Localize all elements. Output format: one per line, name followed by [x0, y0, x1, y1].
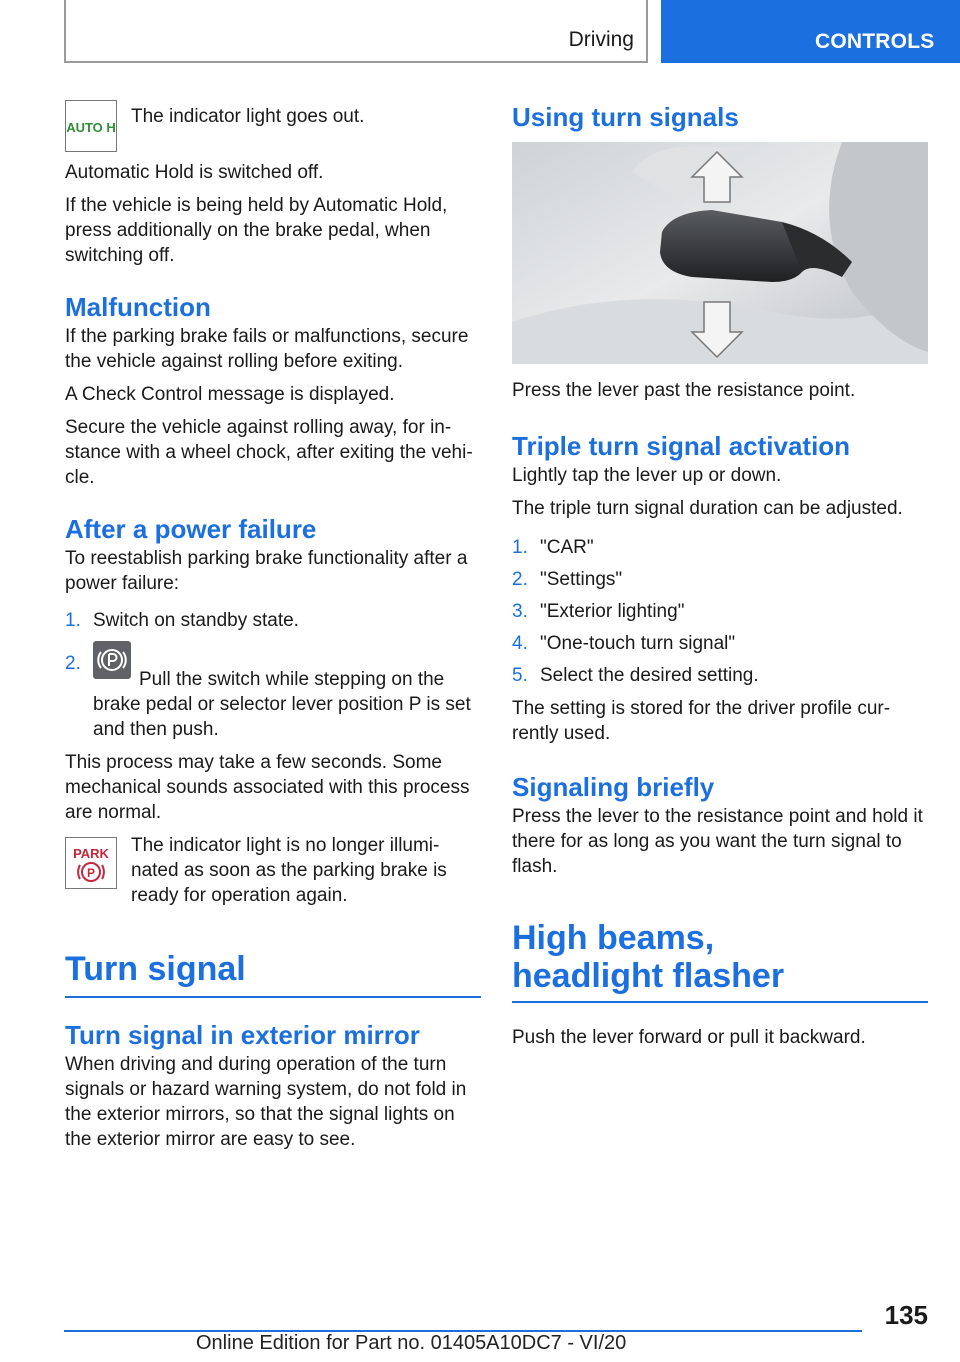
auto-hold-indicator-row — [65, 100, 481, 152]
list-item-number: 4. — [512, 633, 528, 654]
heading-power-failure: After a power failure — [65, 514, 317, 544]
heading-high-beams-line2: headlight flasher — [512, 957, 785, 995]
paragraph-stored: The setting is stored for the driver profile cur-rently used. — [512, 698, 891, 744]
list-item — [65, 608, 481, 633]
list-item-text: "Settings" — [540, 569, 623, 590]
paragraph-malfunction-1: If the parking brake fails or malfunctions, secure the vehicle against rolling before exiting. — [65, 326, 469, 372]
paragraph-malfunction-2: A Check Control message is displayed. — [65, 384, 395, 405]
auto-hold-icon — [65, 100, 117, 152]
parking-brake-switch-icon — [93, 641, 131, 679]
list-item-number: 2. — [65, 653, 81, 674]
list-item-text: "One-touch turn signal" — [540, 633, 736, 654]
heading-signaling-briefly: Signaling briefly — [512, 772, 715, 802]
heading-using-turn-signals: Using turn signals — [512, 102, 739, 132]
list-item-text: "CAR" — [540, 537, 594, 558]
indicator-out-text: The indicator light goes out. — [131, 106, 365, 127]
list-item-text: Select the desired setting. — [540, 665, 759, 686]
paragraph-park-indicator: The indicator light is no longer illumi-nated as soon as the parking brake is ready for operation again. — [131, 835, 447, 906]
park-indicator-row — [65, 837, 481, 908]
paragraph-power-failure: To reestablish parking brake functionality after a power failure: — [65, 548, 468, 594]
list-item — [512, 567, 928, 592]
header-chapter-tab[interactable]: CONTROLS — [661, 0, 960, 63]
paragraph-mirror: When driving and during operation of the turn signals or hazard warning system, do not fold in the exterior mirrors, so that the signal lights on the exterior mirror are easy to see. — [65, 1054, 467, 1150]
section-high-beams-heading — [512, 919, 928, 1003]
right-column — [512, 100, 928, 1058]
triple-turn-steps — [512, 535, 928, 688]
heading-malfunction: Malfunction — [65, 292, 211, 322]
turn-signal-lever-illustration — [512, 142, 928, 364]
heading-turn-signal: Turn signal — [65, 950, 246, 988]
list-item-number: 2. — [512, 569, 528, 590]
step-2-text: Pull the switch while stepping on the brake pedal or selector lever position P is set and then push. — [93, 669, 471, 740]
paragraph-switched-off: Automatic Hold is switched off. — [65, 162, 324, 183]
list-item — [512, 599, 928, 624]
paragraph-tap: Lightly tap the lever up or down. — [512, 465, 782, 486]
paragraph-brief: Press the lever to the resistance point and hold it there for as long as you want the turn signal to flash. — [512, 806, 923, 877]
list-item-number: 1. — [512, 537, 528, 558]
left-column — [65, 100, 481, 1160]
list-item-text — [93, 651, 481, 742]
footer-edition-link[interactable]: Online Edition for Part no. 01405A10DC7 - VI/20 — [196, 1332, 627, 1354]
list-item-number: 5. — [512, 665, 528, 686]
paragraph-push-lever: Push the lever forward or pull it backward. — [512, 1027, 866, 1048]
paragraph-process: This process may take a few seconds. Some mechanical sounds associated with this process are normal. — [65, 752, 470, 823]
list-item-text: Switch on standby state. — [93, 610, 299, 631]
list-item-text: "Exterior lighting" — [540, 601, 685, 622]
list-item — [512, 631, 928, 656]
paragraph-malfunction-3: Secure the vehicle against rolling away, for in-stance with a wheel chock, after exiting the vehi-cle. — [65, 417, 473, 488]
heading-high-beams-line1: High beams, — [512, 919, 715, 957]
power-failure-steps — [65, 608, 481, 742]
list-item-number: 3. — [512, 601, 528, 622]
page-number: 135 — [884, 1300, 928, 1330]
auto-hold-icon-text: AUTO H — [66, 120, 116, 135]
paragraph-duration: The triple turn signal duration can be adjusted. — [512, 498, 903, 519]
paragraph-press-lever: Press the lever past the resistance point. — [512, 380, 856, 401]
list-item — [65, 651, 481, 742]
header-frame — [64, 0, 648, 63]
heading-triple-turn: Triple turn signal activation — [512, 431, 851, 461]
header-section-title: Driving — [568, 28, 634, 51]
park-brake-icon — [65, 837, 117, 889]
park-icon-text: PARK — [73, 846, 109, 861]
section-turn-signal-heading — [65, 950, 481, 998]
list-item — [512, 663, 928, 688]
heading-mirror: Turn signal in exterior mirror — [65, 1020, 420, 1050]
park-icon-symbol: P — [86, 866, 96, 880]
list-item-number: 1. — [65, 610, 81, 631]
list-item — [512, 535, 928, 560]
paragraph-held: If the vehicle is being held by Automatic Hold, press additionally on the brake pedal, when switching off. — [65, 195, 448, 266]
